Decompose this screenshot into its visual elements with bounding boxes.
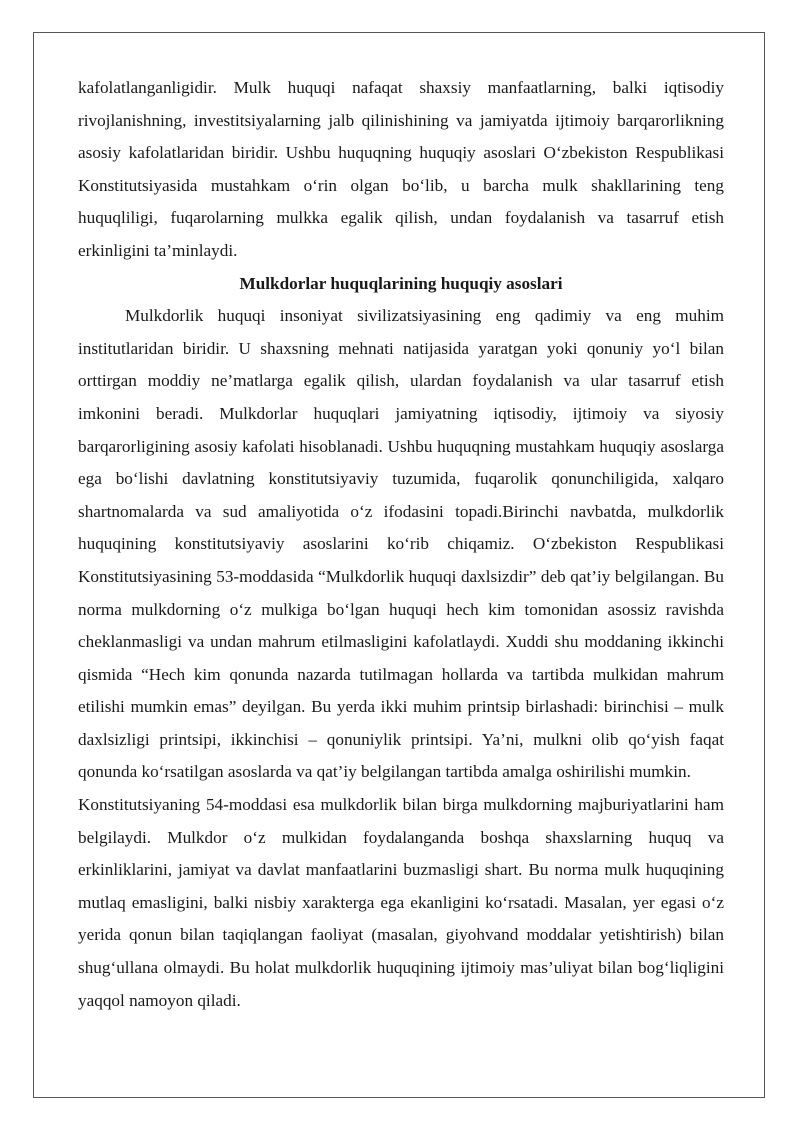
paragraph-article-54: Konstitutsiyaning 54-moddasi esa mulkdorlik bilan birga mulkdorning majburiyatlarini ham belgilaydi. Mulkdor o‘z mulkidan foydalanganda boshqa shaxslarning huquq va erkinliklarini, jamiyat va davlat manfaatlarini buzmasligi shart. Bu norma mulk huquqining mutlaq emasligini, balki nisbiy xarakterga ega ekanligini ko‘rsatadi. Masalan, yer egasi o‘z yerida qonun bilan taqiqlangan faoliyat (masalan, giyohvand moddalar yetishtirish) bilan shug‘ullana olmaydi. Bu holat mulkdorlik huquqining ijtimoiy mas’uliyat bilan bog‘liqligini yaqqol namoyon qiladi. [78, 795, 724, 1010]
section-heading: Mulkdorlar huquqlarining huquqiy asoslari [239, 273, 563, 293]
paragraph-constitutional-basis: Mulkdorlik huquqi insoniyat sivilizatsiyasining eng qadimiy va eng muhim institutlaridan biridir. U shaxsning mehnati natijasida yaratgan yoki qonuniy yo‘l bilan orttirgan moddiy ne’matlarga egalik qilish, ulardan foydalanish va ular tasarruf etish imkonini beradi. Mulkdorlar huquqlari jamiyatning iqtisodiy, ijtimoiy va siyosiy barqarorligining asosiy kafolati hisoblanadi. Ushbu huquqning mustahkam huquqiy asoslarga ega bo‘lishi davlatning konstitutsiyaviy tuzumida, fuqarolik qonunchiligida, xalqaro shartnomalarda va sud amaliyotida o‘z ifodasini topadi.Birinchi navbatda, mulkdorlik huquqining konstitutsiyaviy asoslarini ko‘rib chiqamiz. O‘zbekiston Respublikasi Konstitutsiyasining 53-moddasida “Mulkdorlik huquqi daxlsizdir” deb qat’iy belgilangan. Bu norma mulkdorning o‘z mulkiga bo‘lgan huquqi hech kim tomonidan asossiz ravishda cheklanmasligi va undan mahrum etilmasligini kafolatlaydi. Xuddi shu moddaning ikkinchi qismida “Hech kim qonunda nazarda tutilmagan hollarda va tartibda mulkidan mahrum etilishi mumkin emas” deyilgan. Bu yerda ikki muhim printsip birlashadi: birinchisi – mulk daxlsizligi printsipi, ikkinchisi – qonuniylik printsipi. Ya’ni, mulkni olib qo‘yish faqat qonunda ko‘rsatilgan asoslarda va qat’iy belgilangan tartibda amalga oshirilishi mumkin. [78, 306, 724, 782]
paragraph-continuation: kafolatlanganligidir. Mulk huquqi nafaqat shaxsiy manfaatlarning, balki iqtisodiy rivojlanishning, investitsiyalarning jalb qilinishining va jamiyatda ijtimoiy barqarorlikning asosiy kafolatlaridan biridir. Ushbu huquqning huquqiy asoslari O‘zbekiston Respublikasi Konstitutsiyasida mustahkam o‘rin olgan bo‘lib, u barcha mulk shakllarining teng huquqliligi, fuqarolarning mulkka egalik qilish, undan foydalanish va tasarruf etish erkinligini ta’minlaydi. [78, 78, 724, 260]
document-body [78, 72, 724, 1017]
